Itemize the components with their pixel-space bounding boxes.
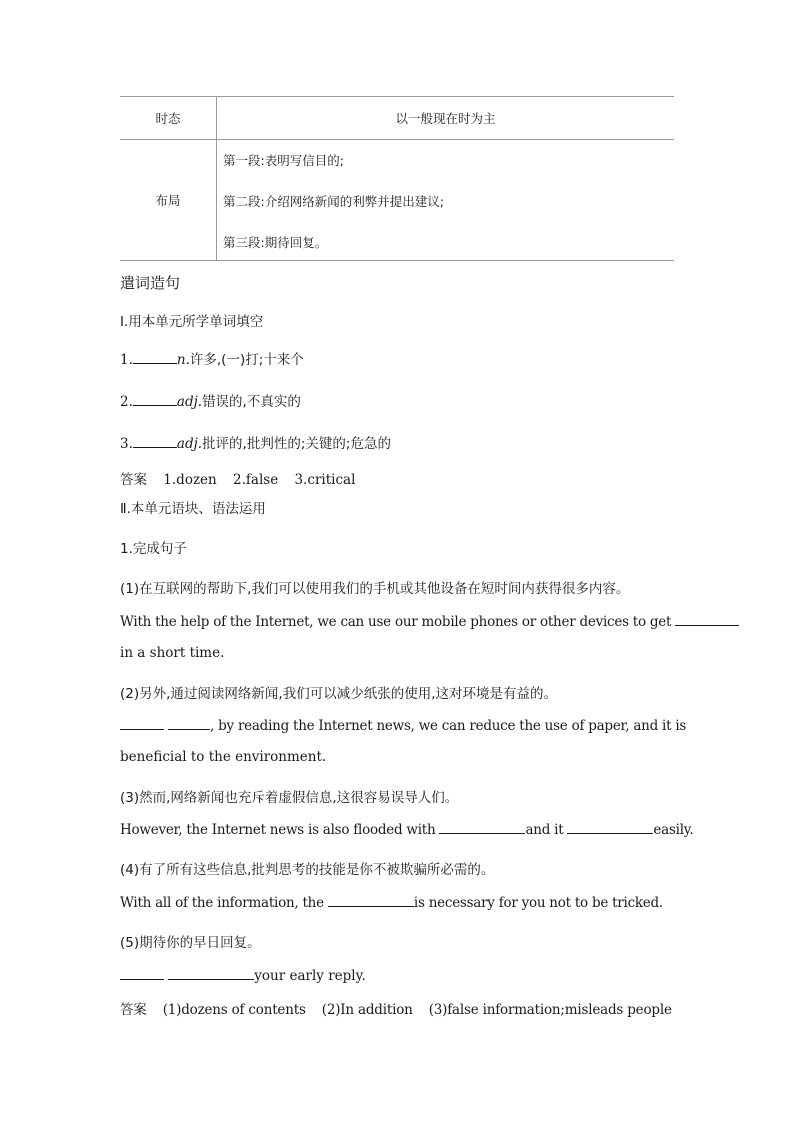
layout-item: 第二段:介绍网络新闻的利弊并提出建议; xyxy=(223,194,444,209)
answer-1: (1)dozens of contents xyxy=(162,1002,306,1018)
q1-english-line2: in a short time. xyxy=(120,645,225,661)
answer-blank[interactable] xyxy=(120,967,164,980)
layout-label: 布局 xyxy=(120,140,217,261)
layout-item: 第一段:表明写信目的; xyxy=(223,153,344,168)
writing-plan-table xyxy=(120,96,674,261)
section-title: 遣词造句 xyxy=(120,274,181,292)
part1-title: Ⅰ.用本单元所学单词填空 xyxy=(120,314,264,330)
answer-label: 答案 xyxy=(120,472,147,488)
q3-text-b: and it xyxy=(525,822,564,838)
answer-blank[interactable] xyxy=(133,351,177,364)
answer-2: 2.false xyxy=(233,472,279,488)
q1-text: With the help of the Internet, we can use our mobile phones or other devices to get xyxy=(120,614,672,630)
part2-subtitle: 1.完成句子 xyxy=(120,541,187,557)
tense-label: 时态 xyxy=(120,97,217,140)
answer-3: (3)false information;misleads people xyxy=(428,1002,672,1018)
part1-item-2 xyxy=(120,390,301,410)
q3-text-c: easily. xyxy=(653,822,694,838)
answer-blank[interactable] xyxy=(567,821,653,834)
q5-chinese: (5)期待你的早日回复。 xyxy=(120,935,261,951)
q2-text: , by reading the Internet news, we can reduce the use of paper, and it is xyxy=(210,718,687,734)
tense-row xyxy=(120,97,674,140)
q2-english-line1 xyxy=(120,717,686,734)
answer-blank[interactable] xyxy=(675,613,739,626)
part1-item-3 xyxy=(120,432,391,452)
answer-1: 1.dozen xyxy=(163,472,217,488)
layout-list xyxy=(217,140,675,261)
item-number: 3. xyxy=(120,436,133,452)
part2-title: Ⅱ.本单元语块、语法运用 xyxy=(120,501,266,517)
part1-answers xyxy=(120,468,355,488)
part-of-speech: adj. xyxy=(176,394,203,410)
answer-blank[interactable] xyxy=(120,717,164,730)
q4-chinese: (4)有了所有这些信息,批判思考的技能是你不被欺骗所必需的。 xyxy=(120,862,495,878)
q5-english xyxy=(120,967,366,984)
item-number: 2. xyxy=(120,394,133,410)
answer-blank[interactable] xyxy=(133,435,177,448)
q2-english-line2: beneficial to the environment. xyxy=(120,749,327,765)
worksheet-page xyxy=(120,96,694,1018)
answer-blank[interactable] xyxy=(439,821,525,834)
q2-chinese: (2)另外,通过阅读网络新闻,我们可以减少纸张的使用,这对环境是有益的。 xyxy=(120,686,557,702)
answer-label: 答案 xyxy=(120,1002,147,1018)
answer-blank[interactable] xyxy=(328,894,414,907)
part-of-speech: n. xyxy=(176,352,190,368)
part-of-speech: adj. xyxy=(176,436,203,452)
q4-text-b: is necessary for you not to be tricked. xyxy=(413,895,663,911)
q1-chinese: (1)在互联网的帮助下,我们可以使用我们的手机或其他设备在短时间内获得很多内容。 xyxy=(120,581,630,597)
word-meaning: 许多,(一)打;十来个 xyxy=(189,352,304,368)
q3-text-a: However, the Internet news is also flooded with xyxy=(120,822,436,838)
word-meaning: 批评的,批判性的;关键的;危急的 xyxy=(202,436,391,452)
answer-blank[interactable] xyxy=(133,393,177,406)
q3-english xyxy=(120,821,693,838)
word-meaning: 错误的,不真实的 xyxy=(202,394,301,410)
answer-blank[interactable] xyxy=(168,717,210,730)
part1-item-1 xyxy=(120,348,304,368)
q1-english-line1 xyxy=(120,613,739,630)
q4-english xyxy=(120,894,663,911)
answer-blank[interactable] xyxy=(168,967,254,980)
q4-text-a: With all of the information, the xyxy=(120,895,324,911)
layout-row xyxy=(120,140,674,261)
q3-chinese: (3)然而,网络新闻也充斥着虚假信息,这很容易误导人们。 xyxy=(120,790,459,806)
layout-item: 第三段:期待回复。 xyxy=(223,235,328,250)
answer-3: 3.critical xyxy=(294,472,356,488)
item-number: 1. xyxy=(120,352,133,368)
tense-value: 以一般现在时为主 xyxy=(217,97,675,140)
part2-answers xyxy=(120,998,672,1018)
answer-2: (2)In addition xyxy=(321,1002,413,1018)
q5-text: your early reply. xyxy=(254,968,366,984)
